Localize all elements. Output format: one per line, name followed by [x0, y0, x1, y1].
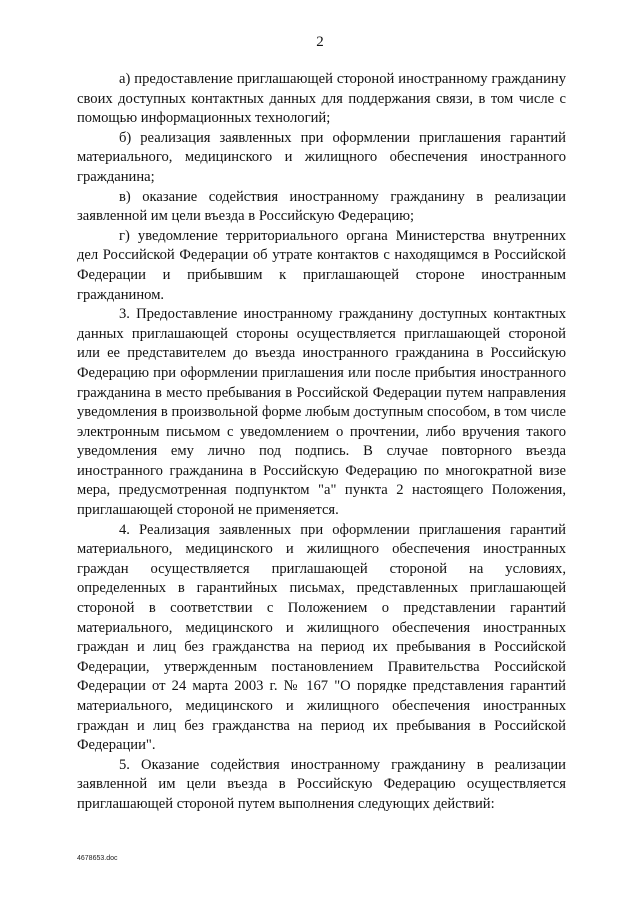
page-number: 2 — [316, 34, 324, 50]
paragraph-4: 4. Реализация заявленных при оформлении приглашения гарантий материального, медицинского и жилищного обеспечения иностранных граждан осуществляется приглашающей стороной на условиях, определенных в гарантийных письмах, представленных приглашающей стороной в соответствии с Положением о представлении гарантий материального, медицинского и жилищного обеспечения иностранных граждан и лиц без гражданства на период их пребывания в Российской Федерации, утвержденным постановлением Правительства Российской Федерации от 24 марта 2003 г. № 167 "О порядке представления гарантий материального, медицинского и жилищного обеспечения иностранных граждан и лиц без гражданства на период их пребывания в Российской Федерации". — [77, 521, 566, 754]
paragraph-5: 5. Оказание содействия иностранному гражданину в реализации заявленной им цели въезда в Российскую Федерацию осуществляется приглашающей стороной путем выполнения следующих действий: — [77, 756, 566, 812]
paragraph-g: г) уведомление территориального органа Министерства внутренних дел Российской Федерации об утрате контактов с находящимся в Российской Федерации и прибывшим к приглашающей стороне иностранным гражданином. — [77, 227, 566, 303]
footer-doc-id: 4678653.doc — [77, 855, 118, 862]
paragraph-v: в) оказание содействия иностранному гражданину в реализации заявленной им цели въезда в Российскую Федерацию; — [77, 188, 566, 225]
document-body — [77, 70, 566, 815]
paragraph-a: а) предоставление приглашающей стороной иностранному гражданину своих доступных контактных данных для поддержания связи, в том числе с помощью информационных технологий; — [77, 71, 566, 127]
paragraph-b: б) реализация заявленных при оформлении приглашения гарантий материального, медицинского и жилищного обеспечения иностранного гражданина; — [77, 129, 566, 185]
paragraph-3: 3. Предоставление иностранному гражданину доступных контактных данных приглашающей стороны осуществляется приглашающей стороной или ее представителем до въезда иностранного гражданина в Российскую Федерацию при оформлении приглашения или после прибытия иностранного гражданина в место пребывания в Российской Федерации путем направления уведомления в произвольной форме любым доступным способом, в том числе электронным письмом с уведомлением о прочтении, либо вручения такого уведомления ему лично под подпись. В случае повторного въезда иностранного гражданина в Российскую Федерацию по многократной визе мера, предусмотренная подпунктом "а" пункта 2 настоящего Положения, приглашающей стороной не применяется. — [77, 306, 566, 519]
